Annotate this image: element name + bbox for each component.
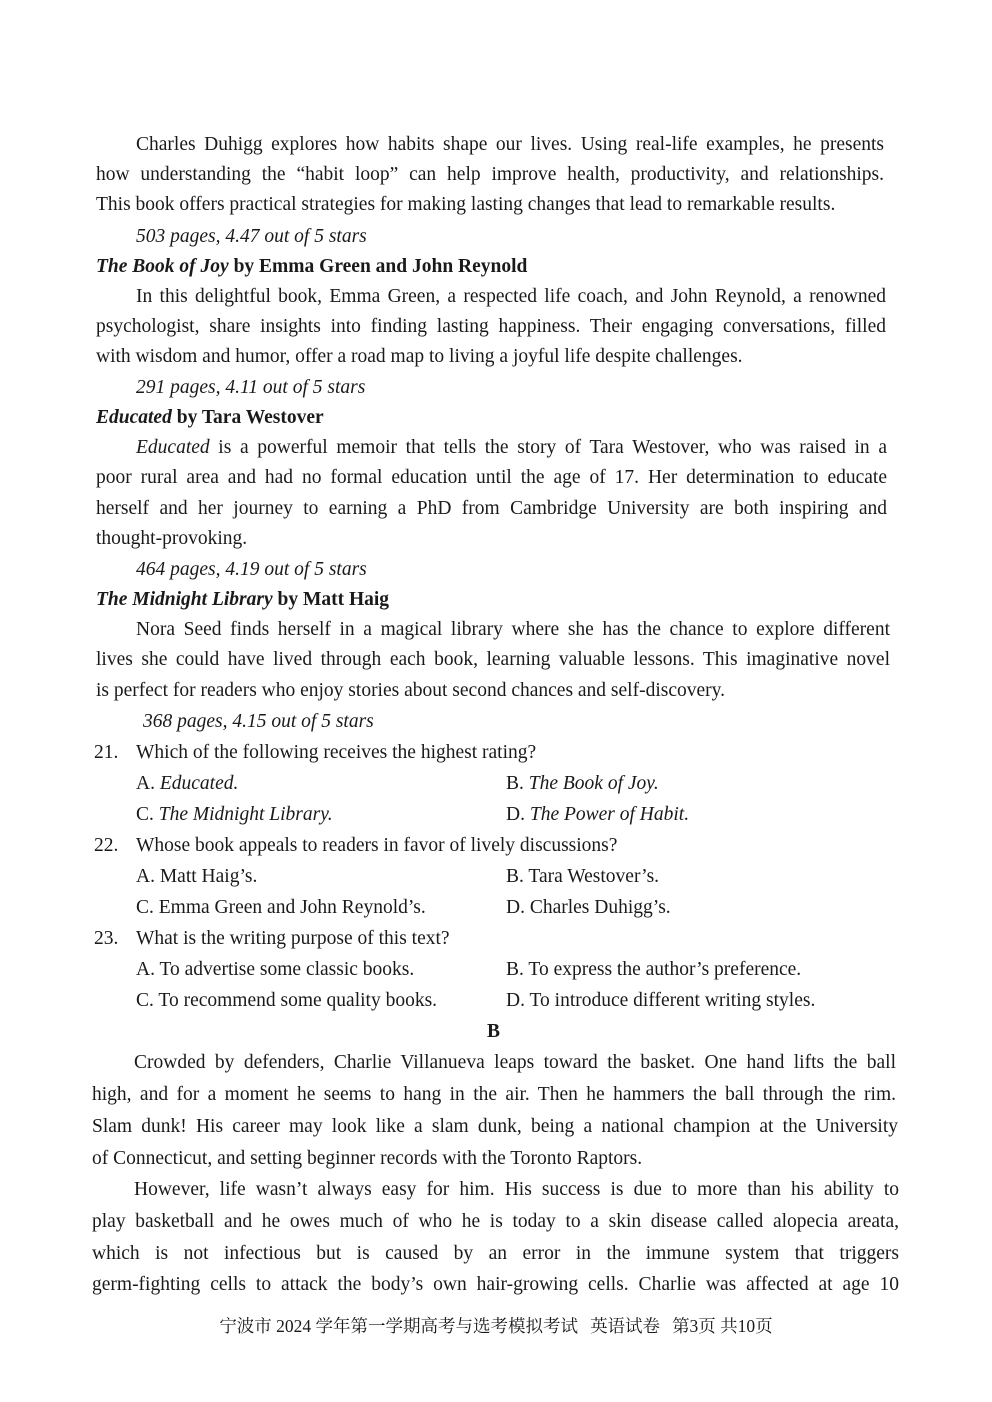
book4-meta: 368 pages, 4.15 out of 5 stars	[143, 711, 374, 732]
book3-line-2: poor rural area and had no formal education until the age of 17. Her determination to educate	[96, 467, 887, 488]
question-22-option-d[interactable]: D. Charles Duhigg’s.	[506, 897, 671, 918]
book4-title: The Midnight Library	[96, 589, 273, 610]
option-text: The Book of Joy.	[528, 773, 659, 794]
book3-line-4: thought-provoking.	[96, 528, 248, 549]
footer-page-number: 第3页 共10页	[672, 1316, 773, 1336]
question-23-text: What is the writing purpose of this text?	[136, 928, 450, 949]
book3-line-3: herself and her journey to earning a PhD from Cambridge University are both inspiring and	[96, 498, 887, 519]
book3-title: Educated	[96, 407, 172, 428]
option-letter: B.	[506, 773, 529, 794]
book3-line-1	[136, 436, 887, 460]
footer-subject: 英语试卷	[590, 1316, 661, 1336]
section-b-p1-line-4: of Connecticut, and setting beginner records with the Toronto Raptors.	[92, 1148, 643, 1169]
intro-line-3: This book offers practical strategies for making lasting changes that lead to remarkable results.	[96, 194, 836, 215]
book3-byline: by Tara Westover	[171, 407, 324, 428]
option-letter: C.	[136, 804, 159, 825]
question-22-number: 22.	[94, 835, 119, 856]
book3-meta: 464 pages, 4.19 out of 5 stars	[136, 559, 367, 580]
book3-line-1-text: is a powerful memoir that tells the story of Tara Westover, who was raised in a	[209, 437, 887, 458]
section-b-p1-line-3: Slam dunk! His career may look like a slam dunk, being a national champion at the University	[92, 1116, 898, 1137]
option-text: The Power of Habit.	[529, 804, 690, 825]
question-21-option-c[interactable]	[136, 803, 333, 827]
footer-exam-title: 宁波市 2024 学年第一学期高考与选考模拟考试	[219, 1316, 579, 1336]
question-22-text: Whose book appeals to readers in favor of lively discussions?	[136, 835, 618, 856]
book2-heading	[96, 255, 527, 279]
book4-heading	[96, 588, 389, 612]
question-23-option-d[interactable]: D. To introduce different writing styles.	[506, 990, 816, 1011]
section-b-p1-line-2: high, and for a moment he seems to hang in the air. Then he hammers the ball through the rim.	[92, 1084, 896, 1105]
question-23-number: 23.	[94, 928, 119, 949]
question-21-text: Which of the following receives the highest rating?	[136, 742, 537, 763]
section-b-p2-line-1: However, life wasn’t always easy for him. His success is due to more than his ability to	[134, 1179, 899, 1200]
option-letter: A.	[136, 773, 160, 794]
section-b-p1-line-1: Crowded by defenders, Charlie Villanueva leaps toward the basket. One hand lifts the ball	[134, 1052, 896, 1073]
book4-line-3: is perfect for readers who enjoy stories about second chances and self-discovery.	[96, 680, 725, 701]
book2-title: The Book of Joy	[96, 256, 229, 277]
question-23-option-c[interactable]: C. To recommend some quality books.	[136, 990, 438, 1011]
book2-line-2: psychologist, share insights into finding lasting happiness. Their engaging conversations, filled	[96, 316, 886, 337]
book3-heading	[96, 406, 324, 430]
book1-meta: 503 pages, 4.47 out of 5 stars	[136, 226, 367, 247]
book2-line-3: with wisdom and humor, offer a road map to living a joyful life despite challenges.	[96, 346, 743, 367]
option-text: The Midnight Library.	[158, 804, 333, 825]
question-21-number: 21.	[94, 742, 119, 763]
section-b-p2-line-4: germ-fighting cells to attack the body’s own hair-growing cells. Charlie was affected at age 10	[92, 1274, 899, 1295]
option-text: Educated.	[159, 773, 239, 794]
question-22-option-b[interactable]: B. Tara Westover’s.	[506, 866, 660, 887]
section-b-p2-line-3: which is not infectious but is caused by an error in the immune system that triggers	[92, 1243, 899, 1264]
question-21-option-b[interactable]	[506, 772, 659, 796]
book4-byline: by Matt Haig	[272, 589, 390, 610]
question-23-option-a[interactable]: A. To advertise some classic books.	[136, 959, 415, 980]
question-22-option-a[interactable]: A. Matt Haig’s.	[136, 866, 258, 887]
book3-title-inline: Educated	[136, 437, 210, 458]
book2-meta: 291 pages, 4.11 out of 5 stars	[136, 377, 366, 398]
book2-line-1: In this delightful book, Emma Green, a respected life coach, and John Reynold, a renowned	[136, 286, 886, 307]
option-letter: D.	[506, 804, 530, 825]
section-b-heading: B	[487, 1021, 501, 1042]
question-23-option-b[interactable]: B. To express the author’s preference.	[506, 959, 802, 980]
book4-line-1: Nora Seed finds herself in a magical library where she has the chance to explore different	[136, 619, 890, 640]
book4-line-2: lives she could have lived through each book, learning valuable lessons. This imaginative novel	[96, 649, 890, 670]
section-b-p2-line-2: play basketball and he owes much of who he is today to a skin disease called alopecia areata,	[92, 1211, 899, 1232]
intro-line-2: how understanding the “habit loop” can help improve health, productivity, and relationships.	[96, 164, 884, 185]
question-22-option-c[interactable]: C. Emma Green and John Reynold’s.	[136, 897, 426, 918]
question-21-option-d[interactable]	[506, 803, 689, 827]
page-footer	[0, 1314, 992, 1338]
book2-byline: by Emma Green and John Reynold	[228, 256, 528, 277]
question-21-option-a[interactable]	[136, 772, 238, 796]
intro-line-1: Charles Duhigg explores how habits shape our lives. Using real-life examples, he presents	[136, 134, 884, 155]
